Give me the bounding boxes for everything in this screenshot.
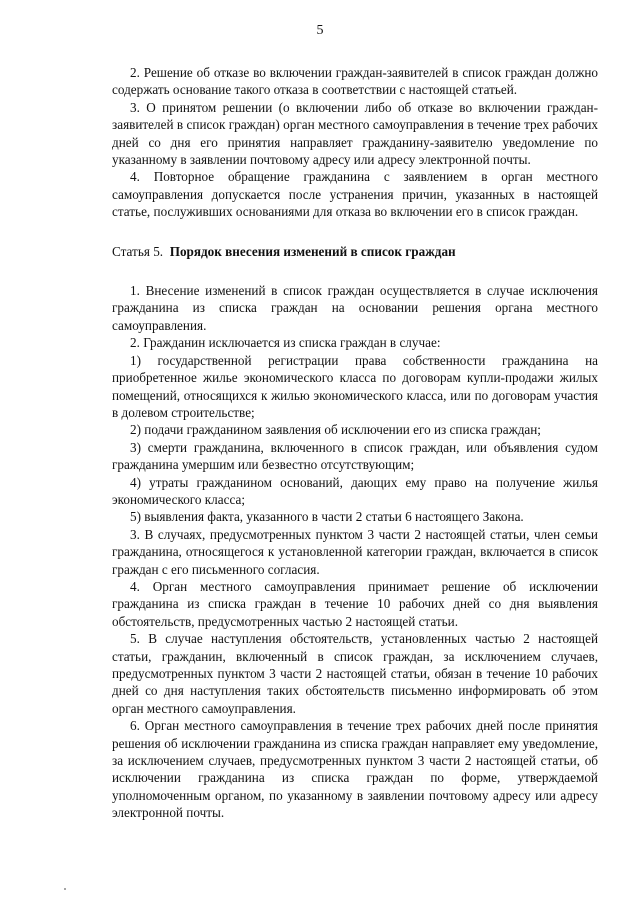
- paragraph: 6. Орган местного самоуправления в течение трех рабочих дней после принятия решения об исключении гражданина из списка граждан направляет ему уведомление, за исключением случаев, предусмотренных пунктом 3 части 2 настоящей статьи, об исключении гражданина из списка граждан по форме, утверждаемой уполномоченным органом, по указанному в заявлении почтовому адресу или адресу электронной почты.: [112, 718, 598, 821]
- list-item: 2) подачи гражданином заявления об исключении его из списка граждан;: [130, 422, 541, 438]
- paragraph: 3. О принятом решении (о включении либо об отказе во включении граждан-заявителей в список граждан) орган местного самоуправления в течение трех рабочих дней со дня его принятия направляет гражданину-заявителю уведомление по указанному в заявлении почтовому адресу или адресу электронной почты.: [112, 99, 598, 168]
- paragraph: 1. Внесение изменений в список граждан осуществляется в случае исключения гражданина из списка граждан на основании решения органа местного самоуправления.: [112, 283, 598, 333]
- scan-speck: [64, 888, 66, 890]
- paragraph: 3. В случаях, предусмотренных пунктом 3 части 2 настоящей статьи, член семьи гражданина, относящегося к установленной категории граждан, включается в список граждан с его письменного согласия.: [112, 526, 598, 577]
- list-item: 5) выявления факта, указанного в части 2 статьи 6 настоящего Закона.: [130, 509, 524, 525]
- list-item: 4) утраты гражданином оснований, дающих ему право на получение жилья экономического класса;: [112, 474, 598, 507]
- article-label: Статья 5.: [112, 243, 164, 259]
- paragraph: 5. В случае наступления обстоятельств, установленных частью 2 настоящей статьи, гражданин, включенный в список граждан, за исключением случаев, предусмотренных пунктом 3 части 2 настоящей статьи, обязан в течение 10 рабочих дней со дня наступления таких обстоятельств письменно информировать об этом орган местного самоуправления.: [112, 631, 598, 716]
- article-heading: [112, 243, 598, 260]
- article-title: Порядок внесения изменений в список граждан: [169, 243, 456, 259]
- list-item: 3) смерти гражданина, включенного в список граждан, или объявления судом гражданина умершим или безвестно отсутствующим;: [112, 439, 598, 473]
- page-number: 5: [316, 23, 324, 38]
- paragraph: 4. Повторное обращение гражданина с заявлением в орган местного самоуправления допускается после устранения причин, указанных в настоящей статье, послуживших основаниями для отказа во включении его в список граждан.: [112, 169, 598, 220]
- list-item: 1) государственной регистрации права собственности гражданина на приобретенное жилье экономического класса по договорам купли-продажи жилых помещений, относящихся к жилью экономического класса, или по договорам участия в долевом строительстве;: [112, 352, 598, 420]
- paragraph: 4. Орган местного самоуправления принимает решение об исключении гражданина из списка граждан в течение 10 рабочих дней со дня выявления обстоятельств, предусмотренных частью 2 настоящей статьи.: [112, 578, 598, 629]
- document-body: [112, 64, 598, 822]
- paragraph: 2. Гражданин исключается из списка граждан в случае:: [130, 335, 441, 351]
- paragraph: 2. Решение об отказе во включении граждан-заявителей в список граждан должно содержать основание такого отказа в соответствии с настоящей статьей.: [112, 65, 598, 98]
